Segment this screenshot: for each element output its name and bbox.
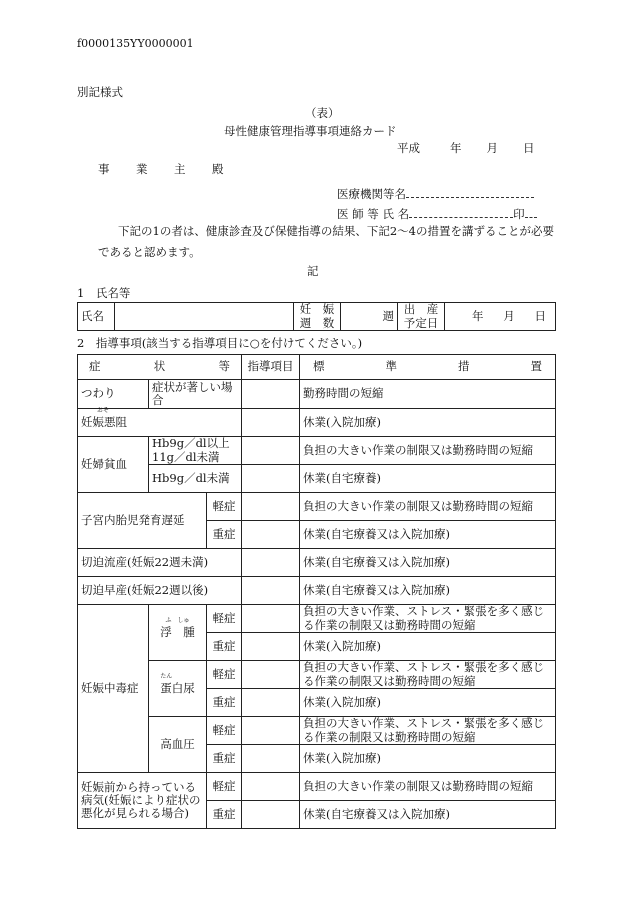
header-measure-char: 標: [313, 359, 325, 374]
edema-text: 浮 腫: [160, 624, 195, 639]
item-cell[interactable]: [242, 549, 300, 577]
protein-ruby: たん: [160, 672, 173, 680]
cell-anemia-cond1: Hb9g／dl以上11g／dl未満: [149, 437, 242, 465]
severe-label: 重症: [207, 745, 242, 773]
item-cell[interactable]: [242, 773, 300, 801]
header-symptom-char: 症: [89, 359, 101, 374]
item-cell[interactable]: [242, 717, 300, 745]
date-year: 年: [450, 141, 462, 155]
item-cell[interactable]: [242, 493, 300, 521]
measure-cell: 休業(自宅療養又は入院加療): [300, 521, 556, 549]
due-label-l1: 出 産: [403, 302, 439, 317]
header-measure-char: 準: [385, 359, 397, 374]
addressee-part: 殿: [212, 162, 224, 176]
item-cell[interactable]: [242, 661, 300, 689]
item-cell[interactable]: [242, 633, 300, 661]
mild-label: 軽症: [207, 773, 242, 801]
cell-hypertension: 高血圧: [149, 717, 207, 773]
item-cell[interactable]: [242, 409, 300, 437]
cell-edema: [149, 605, 207, 661]
item-cell[interactable]: [242, 801, 300, 829]
severe-label: 重症: [207, 633, 242, 661]
item-cell[interactable]: [242, 577, 300, 605]
header-symptom-char: 等: [218, 359, 230, 374]
preg-weeks-value: 週: [341, 303, 398, 331]
addressee: [98, 164, 224, 176]
addressee-part: 事: [98, 162, 110, 176]
cell-threatened-preterm: 切迫早産(妊娠22週以後): [78, 577, 242, 605]
due-month: 月: [503, 308, 515, 323]
seal-mark: 印: [513, 207, 525, 221]
cell-proteinuria: [149, 661, 207, 717]
item-cell[interactable]: [242, 465, 300, 493]
measure-cell: 休業(入院加療): [300, 409, 556, 437]
measure-cell: 負担の大きい作業の制限又は勤務時間の短縮: [300, 437, 556, 465]
hyperemesis-ruby: おそ: [96, 406, 109, 414]
ki-heading: 記: [307, 264, 319, 278]
cell-preexisting: 妊娠前から持っている病気(妊娠により症状の悪化が見られる場合): [78, 773, 207, 829]
cell-tsuwari: つわり: [78, 380, 149, 409]
due-day: 日: [534, 308, 546, 323]
item-cell[interactable]: [242, 521, 300, 549]
cell-hyperemesis: [78, 406, 242, 437]
cell-threatened-abortion: 切迫流産(妊娠22週未満): [78, 549, 242, 577]
measure-cell: 負担の大きい作業の制限又は勤務時間の短縮: [300, 773, 556, 801]
cell-anemia: 妊婦貧血: [78, 437, 149, 493]
edema-ruby: ふ しゅ: [165, 616, 190, 624]
cell-tsuwari-cond: 症状が著しい場合: [149, 380, 242, 409]
institution-line: [406, 186, 534, 198]
body-text-line1: 下記の1の者は、健康診査及び保健指導の結果、下記2～4の措置を講ずることが必要: [118, 224, 554, 238]
cell-anemia-cond2: Hb9g／dl未満: [149, 465, 242, 493]
mild-label: 軽症: [207, 717, 242, 745]
body-text-line2: であると認めます。: [98, 245, 201, 259]
severe-label: 重症: [207, 689, 242, 717]
institution-label: 医療機関等名: [337, 187, 406, 201]
date-line: [397, 143, 535, 155]
due-year: 年: [472, 308, 484, 323]
doctor-line: [409, 206, 513, 218]
measure-cell: 負担の大きい作業、ストレス・緊張を多く感じる作業の制限又は勤務時間の短縮: [300, 605, 556, 633]
date-day: 日: [523, 141, 535, 155]
measure-cell: 休業(入院加療): [300, 689, 556, 717]
addressee-part: 業: [136, 162, 148, 176]
guidance-table: [77, 354, 556, 829]
measure-cell: 休業(自宅療養又は入院加療): [300, 801, 556, 829]
protein-text: 蛋白尿: [160, 680, 195, 695]
severe-label: 重症: [207, 801, 242, 829]
due-label-l2: 予定日: [403, 315, 439, 330]
header-measure-char: 措: [458, 359, 470, 374]
page-title: 母性健康管理指導事項連絡カード: [224, 124, 397, 138]
name-table: [77, 302, 556, 331]
section1-heading: 1 氏名等: [77, 286, 131, 300]
mild-label: 軽症: [207, 661, 242, 689]
preg-weeks-label: [294, 303, 341, 331]
measure-cell: 休業(自宅療養): [300, 465, 556, 493]
measure-cell: 休業(入院加療): [300, 633, 556, 661]
name-value: [115, 303, 294, 331]
item-cell[interactable]: [242, 437, 300, 465]
measure-cell: 負担の大きい作業の制限又は勤務時間の短縮: [300, 493, 556, 521]
header-item: 指導項目: [242, 355, 300, 380]
seal-line: [525, 206, 537, 218]
header-symptom: [78, 355, 242, 380]
mild-label: 軽症: [207, 493, 242, 521]
measure-cell: 休業(入院加療): [300, 745, 556, 773]
item-cell[interactable]: [242, 605, 300, 633]
item-cell[interactable]: [242, 689, 300, 717]
due-date-value: [445, 303, 556, 331]
measure-cell: 負担の大きい作業、ストレス・緊張を多く感じる作業の制限又は勤務時間の短縮: [300, 717, 556, 745]
institution-field: [337, 186, 534, 201]
preg-label-l2: 週 数: [299, 315, 335, 330]
mild-label: 軽症: [207, 605, 242, 633]
severe-label: 重症: [207, 521, 242, 549]
doctor-field: [337, 206, 537, 221]
item-cell[interactable]: [242, 380, 300, 409]
addressee-part: 主: [174, 162, 186, 176]
header-symptom-char: 状: [153, 359, 166, 374]
side-label: （表）: [305, 106, 340, 120]
document-id: f0000135YY0000001: [77, 37, 194, 50]
measure-cell: 休業(自宅療養又は入院加療): [300, 577, 556, 605]
item-cell[interactable]: [242, 745, 300, 773]
name-label: 氏名: [78, 303, 115, 331]
doctor-label: 医 師 等 氏 名: [337, 207, 410, 221]
hyperemesis-text: 妊娠悪阻: [81, 414, 127, 429]
preg-label-l1: 妊 娠: [299, 302, 335, 317]
section2-heading: 2 指導事項(該当する指導項目に○を付けてください。): [77, 336, 363, 350]
due-date-label: [398, 303, 445, 331]
measure-cell: 勤務時間の短縮: [300, 380, 556, 409]
measure-cell: 休業(自宅療養又は入院加療): [300, 549, 556, 577]
header-measure: [300, 355, 556, 380]
date-month: 月: [486, 141, 498, 155]
cell-toxemia: 妊娠中毒症: [78, 605, 149, 773]
form-label: 別記様式: [77, 85, 123, 99]
cell-iugr: 子宮内胎児発育遅延: [78, 493, 207, 549]
header-measure-char: 置: [530, 359, 542, 374]
measure-cell: 負担の大きい作業、ストレス・緊張を多く感じる作業の制限又は勤務時間の短縮: [300, 661, 556, 689]
date-era: 平成: [397, 141, 420, 155]
